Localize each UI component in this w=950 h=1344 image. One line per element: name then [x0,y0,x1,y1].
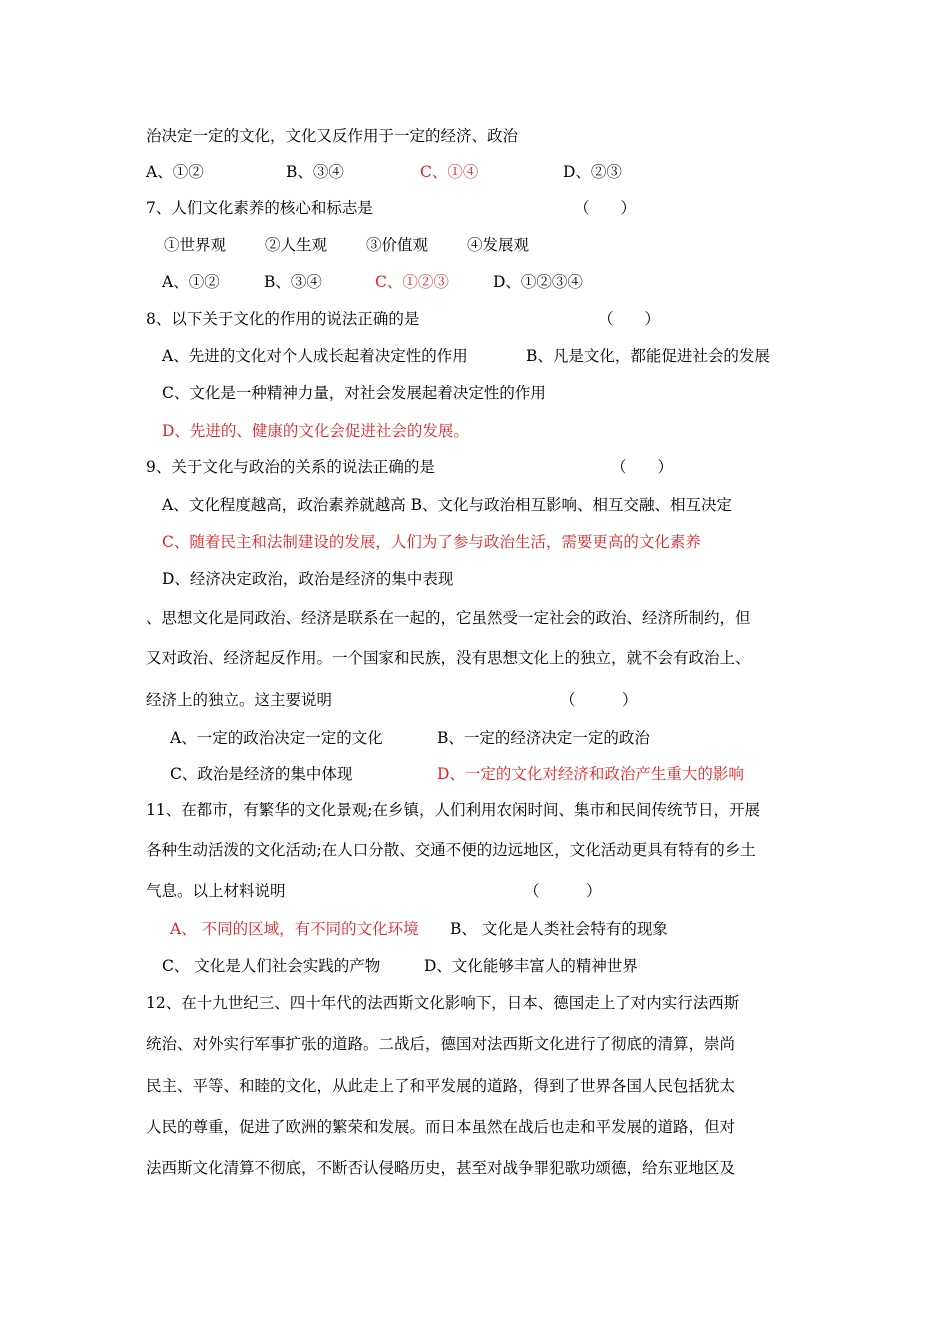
q7-options [0,270,950,294]
q12-line-4 [0,1115,950,1139]
option-d: D、经济决定政治，政治是经济的集中表现 [162,570,454,588]
item-2: ②人生观 [265,236,328,254]
question-text: 气息。以上材料说明 [146,882,286,900]
option-a: A、①② [146,163,204,181]
q11-stem-line-3 [0,879,950,903]
text-line [0,124,950,148]
q10-stem-line-3 [0,688,950,712]
q10-options-ab [0,726,950,750]
q12-line-2 [0,1032,950,1056]
option-b: B、③④ [264,273,322,291]
q11-options-cd [0,954,950,978]
answer-paren: （ ） [611,458,674,476]
item-3: ③价值观 [366,236,429,254]
q9-option-d [0,567,950,591]
question-text: 民主、平等、和睦的文化，从此走上了和平发展的道路，得到了世界各国人民包括犹太 [146,1077,736,1095]
question-text: 11、在都市，有繁华的文化景观;在乡镇，人们利用农闲时间、集市和民间传统节日，开展 [146,801,760,819]
question-text: 经济上的独立。这主要说明 [146,691,333,709]
q10-stem-line-2 [0,646,950,670]
q9-option-c [0,530,950,554]
question-text: 9、关于文化与政治的关系的说法正确的是 [146,458,435,476]
option-c-answer: C、①②③ [375,273,449,291]
q7-stem [0,196,950,220]
question-text: 8、以下关于文化的作用的说法正确的是 [146,310,420,328]
option-c-answer: C、①④ [420,163,479,181]
q11-stem-line-1 [0,798,950,822]
q8-options-ab [0,344,950,368]
option-b: B、③④ [286,163,344,181]
q9-options-ab [0,493,950,517]
option-d: D、②③ [563,163,622,181]
q11-stem-line-2 [0,838,950,862]
option-b: B、 文化是人类社会特有的现象 [450,920,668,938]
q12-line-5 [0,1156,950,1180]
option-c: C、政治是经济的集中体现 [170,765,353,783]
paragraph-text: 治决定一定的文化，文化又反作用于一定的经济、政治 [146,127,519,145]
q10-options-cd [0,762,950,786]
option-d-answer: D、一定的文化对经济和政治产生重大的影响 [437,765,744,783]
option-b: B、凡是文化，都能促进社会的发展 [526,347,770,365]
option-c: C、 文化是人们社会实践的产物 [162,957,381,975]
answer-paren: （ ） [524,882,602,900]
option-a: A、一定的政治决定一定的文化 [170,729,383,747]
q10-stem-line-1 [0,606,950,630]
q12-line-1 [0,991,950,1015]
question-text: 法西斯文化清算不彻底，不断否认侵略历史，甚至对战争罪犯歌功颂德，给东亚地区及 [146,1159,736,1177]
option-b: B、一定的经济决定一定的政治 [437,729,650,747]
question-text: 各种生动活泼的文化活动;在人口分散、交通不便的边远地区，文化活动更具有特有的乡土 [146,841,756,859]
item-4: ④发展观 [467,236,530,254]
answer-paren: （ ） [598,310,661,328]
q6-options [0,160,950,184]
q7-items [0,233,950,257]
option-c: C、文化是一种精神力量，对社会发展起着决定性的作用 [162,384,546,402]
option-d: D、文化能够丰富人的精神世界 [424,957,638,975]
question-text: 统治、对外实行军事扩张的道路。二战后，德国对法西斯文化进行了彻底的清算，崇尚 [146,1035,736,1053]
q11-options-ab [0,917,950,941]
option-d: D、①②③④ [493,273,583,291]
option-ab: A、文化程度越高，政治素养就越高 B、文化与政治相互影响、相互交融、相互决定 [162,496,733,514]
q8-option-c [0,381,950,405]
question-text: 12、在十九世纪三、四十年代的法西斯文化影响下，日本、德国走上了对内实行法西斯 [146,994,740,1012]
answer-paren: （ ） [574,199,637,217]
option-a: A、①② [162,273,220,291]
item-1: ①世界观 [164,236,227,254]
option-c-answer: C、随着民主和法制建设的发展，人们为了参与政治生活，需要更高的文化素养 [162,533,701,551]
question-text: 7、人们文化素养的核心和标志是 [146,199,373,217]
question-text: 、思想文化是同政治、经济是联系在一起的，它虽然受一定社会的政治、经济所制约，但 [146,609,751,627]
q12-line-3 [0,1074,950,1098]
q9-stem [0,455,950,479]
question-text: 又对政治、经济起反作用。一个国家和民族，没有思想文化上的独立，就不会有政治上、 [146,649,751,667]
q8-stem [0,307,950,331]
option-d-answer: D、先进的、健康的文化会促进社会的发展。 [162,422,469,440]
option-a: A、先进的文化对个人成长起着决定性的作用 [162,347,468,365]
question-text: 人民的尊重，促进了欧洲的繁荣和发展。而日本虽然在战后也走和平发展的道路，但对 [146,1118,736,1136]
answer-paren: （ ） [560,691,638,709]
q8-option-d [0,419,950,443]
option-a-answer: A、 不同的区域，有不同的文化环境 [170,920,419,938]
